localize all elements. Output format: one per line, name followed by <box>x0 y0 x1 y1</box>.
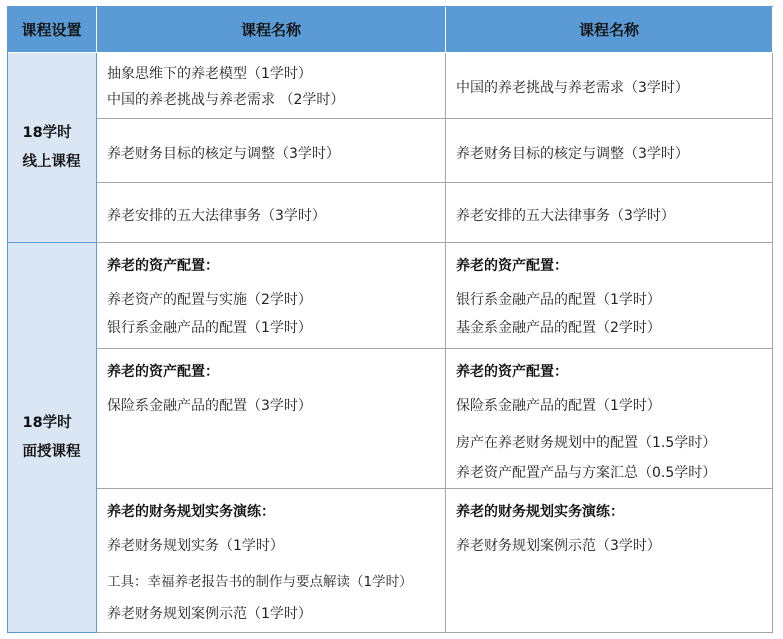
header-course-setting: 课程设置 <box>7 6 97 53</box>
header-course-name-2: 课程名称 <box>446 6 773 53</box>
online-row-1-right <box>446 53 773 119</box>
course-item: 基金系金融产品的配置（2学时） <box>456 320 661 336</box>
online-row-3-right <box>446 183 773 243</box>
course-item: 银行系金融产品的配置（1学时） <box>107 320 312 336</box>
course-item: 养老财务目标的核定与调整（3学时） <box>456 146 689 162</box>
offline-type: 面授课程 <box>22 443 81 460</box>
course-table <box>7 6 773 633</box>
course-item: 抽象思维下的养老模型（1学时） <box>107 66 312 82</box>
course-item: 养老财务规划实务（1学时） <box>107 538 284 554</box>
offline-row-2-right <box>446 349 773 489</box>
section-title: 养老的财务规划实务演练： <box>107 504 275 520</box>
course-item: 养老财务目标的核定与调整（3学时） <box>107 146 340 162</box>
online-row-2-right <box>446 119 773 183</box>
offline-hours: 18学时 <box>22 414 72 431</box>
online-type: 线上课程 <box>22 153 81 170</box>
online-hours: 18学时 <box>22 124 72 141</box>
course-item: 保险系金融产品的配置（3学时） <box>107 398 312 414</box>
course-item: 银行系金融产品的配置（1学时） <box>456 292 661 308</box>
offline-row-1-left <box>97 243 446 349</box>
section-title: 养老的资产配置： <box>456 364 568 380</box>
course-item: 中国的养老挑战与养老需求 （2学时） <box>107 92 345 108</box>
section-title: 养老的财务规划实务演练： <box>456 504 624 520</box>
online-row-3-left <box>97 183 446 243</box>
section-title: 养老的资产配置： <box>107 258 219 274</box>
course-item: 养老财务规划案例示范（1学时） <box>107 606 312 622</box>
offline-row-1-right <box>446 243 773 349</box>
online-row-2-left <box>97 119 446 183</box>
course-item: 养老资产配置产品与方案汇总（0.5学时） <box>456 465 717 481</box>
online-course-label <box>7 53 97 243</box>
course-item: 养老资产的配置与实施（2学时） <box>107 292 312 308</box>
offline-row-2-left <box>97 349 446 489</box>
course-item: 中国的养老挑战与养老需求（3学时） <box>456 80 689 96</box>
course-item: 养老安排的五大法律事务（3学时） <box>456 208 675 224</box>
online-row-1-left <box>97 53 446 119</box>
offline-row-3-left <box>97 489 446 633</box>
header-course-name-1: 课程名称 <box>97 6 446 53</box>
course-item: 保险系金融产品的配置（1学时） <box>456 398 661 414</box>
offline-row-3-right <box>446 489 773 633</box>
course-item: 工具：幸福养老报告书的制作与要点解读（1学时） <box>107 574 413 590</box>
section-title: 养老的资产配置： <box>107 364 219 380</box>
course-item: 房产在养老财务规划中的配置（1.5学时） <box>456 435 717 451</box>
course-item: 养老安排的五大法律事务（3学时） <box>107 208 326 224</box>
course-item: 养老财务规划案例示范（3学时） <box>456 538 661 554</box>
offline-course-label <box>7 243 97 633</box>
section-title: 养老的资产配置： <box>456 258 568 274</box>
